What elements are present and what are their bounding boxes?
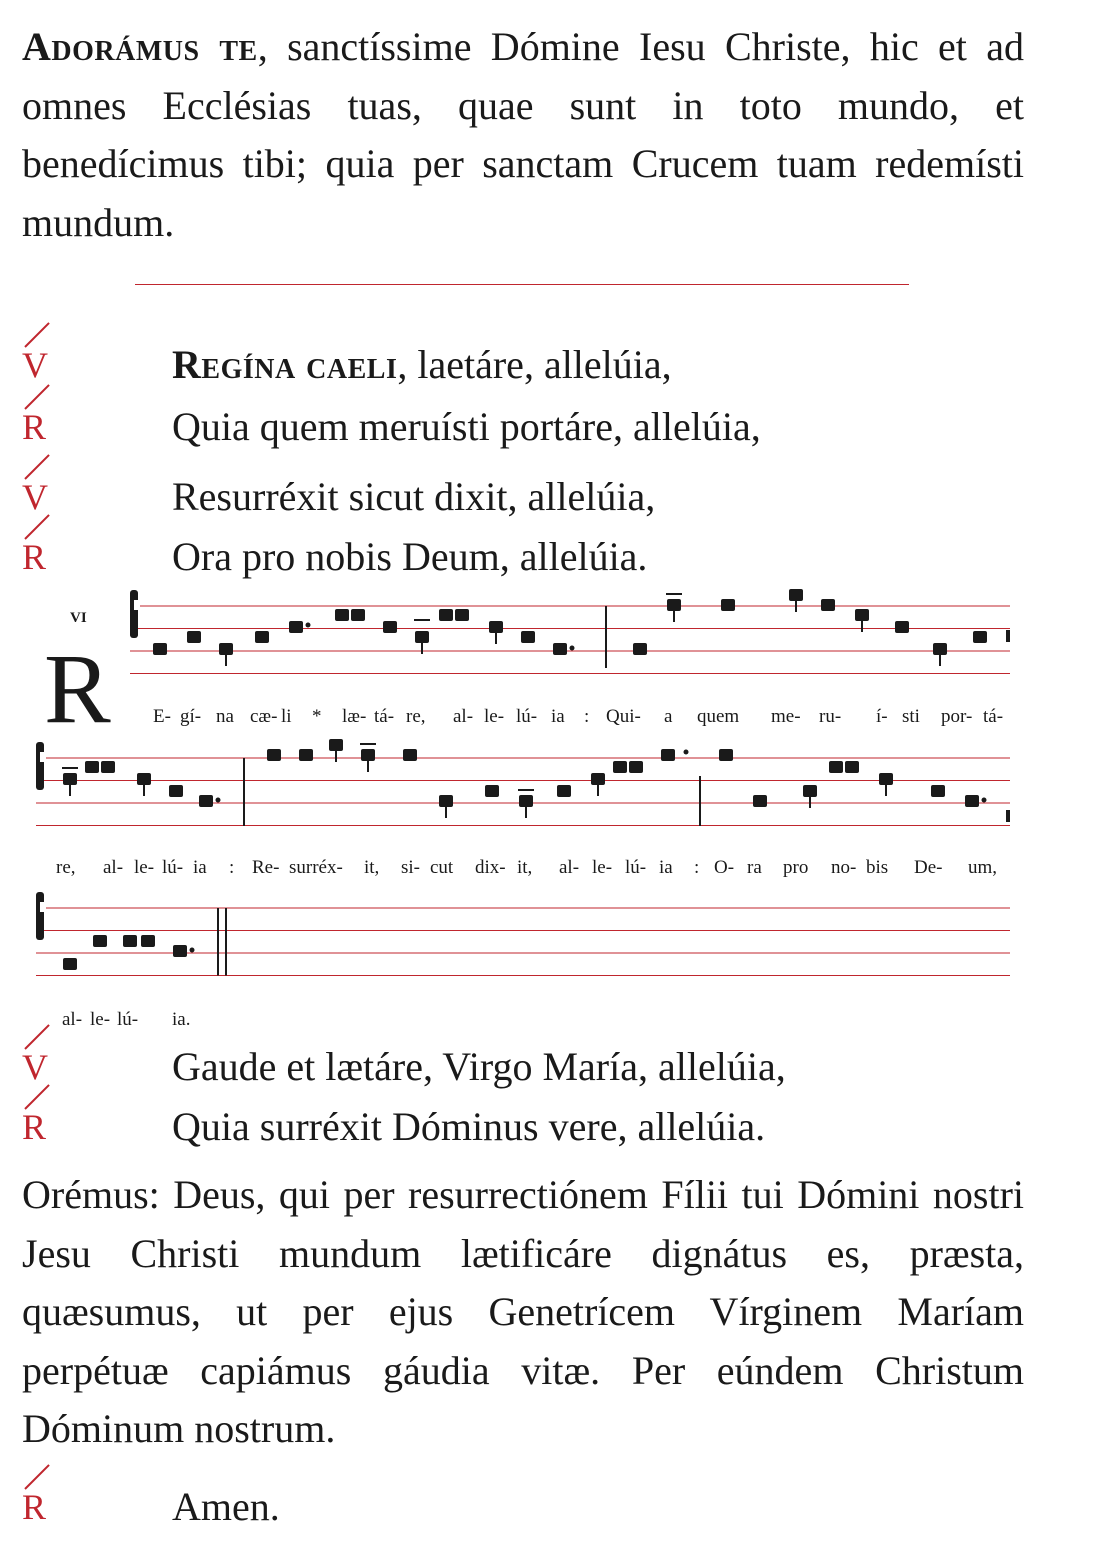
chant-syllable: dix-	[475, 857, 506, 878]
chant-syllable: tá-	[374, 706, 395, 727]
neume-note	[351, 609, 365, 621]
chant-syllable: cæ-	[250, 706, 278, 727]
neume-note	[803, 785, 817, 797]
neume-note	[63, 958, 77, 970]
response-icon: R	[22, 532, 74, 582]
neume-note	[289, 621, 303, 633]
neume-note	[895, 621, 909, 633]
chant-syllable: por-	[941, 706, 973, 727]
neume-note	[63, 773, 77, 785]
chant-syllable: ra	[747, 857, 762, 878]
chant-syllable: al-	[62, 1009, 83, 1030]
neume-note	[753, 795, 767, 807]
neume-note	[403, 749, 417, 761]
regina-lead: Regína caeli	[172, 342, 398, 387]
neume-note	[719, 749, 733, 761]
chant-initial: R	[44, 633, 111, 744]
chant-syllable: :	[584, 706, 590, 727]
neume-note	[153, 643, 167, 655]
versicle-icon: V	[22, 472, 74, 522]
chant-syllable: le-	[90, 1009, 111, 1030]
neume-note	[521, 631, 535, 643]
neume-note	[169, 785, 183, 797]
chant-lyrics	[56, 706, 1003, 1030]
chant-syllable: tá-	[983, 706, 1004, 727]
response-icon: R	[22, 1102, 74, 1152]
response-icon: R	[22, 1482, 74, 1532]
c-clef-gap	[40, 752, 46, 762]
regina-r1-text: Quia quem meruísti portáre, allelúia,	[172, 404, 761, 449]
neume-note	[219, 643, 233, 655]
custos-mark	[1006, 630, 1010, 642]
neume-note	[965, 795, 979, 807]
neume-note	[489, 621, 503, 633]
chant-syllable: læ-	[342, 706, 367, 727]
chant-syllable: ia	[193, 857, 207, 878]
chant-neumes	[36, 589, 1010, 976]
mora-dot	[684, 750, 689, 755]
adoramus-lead: Adorámus te	[22, 24, 258, 69]
neume-note	[821, 599, 835, 611]
chant-syllable: O-	[714, 857, 735, 878]
neume-note	[721, 599, 735, 611]
c-clef-gap	[40, 902, 46, 912]
chant-mode-label: VI	[70, 610, 87, 626]
amen-text: Amen.	[172, 1484, 280, 1529]
neume-note	[123, 935, 137, 947]
chant-syllable: í-	[876, 706, 888, 727]
neume-note	[845, 761, 859, 773]
regina-footer-r: Quia surréxit Dóminus vere, allelúia.	[172, 1104, 766, 1149]
chant-syllable: gí-	[180, 706, 202, 727]
chant-syllable: it,	[364, 857, 380, 878]
neume-note	[613, 761, 627, 773]
mora-dot	[982, 798, 987, 803]
chant-syllable: *	[312, 706, 322, 727]
chant-syllable: sti	[902, 706, 920, 727]
neume-note	[455, 609, 469, 621]
chant-syllable: De-	[914, 857, 943, 878]
chant-syllable: ia.	[172, 1009, 191, 1030]
chant-syllable: it,	[517, 857, 533, 878]
mora-dot	[216, 798, 221, 803]
chant-syllable: surréx-	[289, 857, 343, 878]
neume-note	[439, 609, 453, 621]
regina-r2-text: Ora pro nobis Deum, allelúia.	[172, 534, 648, 579]
mora-dot	[306, 623, 311, 628]
neume-note	[855, 609, 869, 621]
chant-syllable: lú-	[162, 857, 184, 878]
chant-syllable: li	[281, 706, 292, 727]
chant-syllable: le-	[134, 857, 155, 878]
neume-note	[137, 773, 151, 785]
neume-note	[267, 749, 281, 761]
chant-syllable: bis	[866, 857, 889, 878]
neume-note	[633, 643, 647, 655]
neume-note	[557, 785, 571, 797]
neume-note	[519, 795, 533, 807]
neume-note	[553, 643, 567, 655]
chant-syllable: ru-	[819, 706, 842, 727]
adoramus-text: , sanctíssime Dómine Iesu Christe, hic et ad omnes Ecclésias tuas, quae sunt in toto mundo, et benedícimus tibi; quia per sanctam Crucem tuam redemísti mundum.	[22, 24, 1024, 245]
neume-note	[629, 761, 643, 773]
chant-syllable: Qui-	[606, 706, 641, 727]
neume-note	[173, 945, 187, 957]
response-icon: R	[22, 402, 74, 452]
versicle-icon: V	[22, 1042, 74, 1092]
chant-syllable: si-	[401, 857, 420, 878]
mora-dot	[190, 948, 195, 953]
chant-syllable: ia	[659, 857, 673, 878]
chant-syllable: um,	[968, 857, 998, 878]
c-clef-gap	[134, 600, 140, 610]
chant-syllable: re,	[406, 706, 426, 727]
oremus-paragraph: Orémus: Deus, qui per resurrectiónem Fílii tui Dómini nostri Jesu Christi mundum lætificáre dignátus es, præsta, quæsumus, ut per ejus Genetrícem Vírginem Maríam perpétuæ capiámus gáudia vitæ. Per eúndem Christum Dóminum nostrum.	[22, 1172, 1024, 1451]
regina-v2-text: Resurréxit sicut dixit, allelúia,	[172, 474, 656, 519]
custos-mark	[1006, 810, 1010, 822]
chant-syllable: :	[694, 857, 700, 878]
neume-note	[255, 631, 269, 643]
chant-syllable: pro	[783, 857, 809, 878]
chant-syllable: al-	[453, 706, 474, 727]
neume-note	[93, 935, 107, 947]
neume-note	[879, 773, 893, 785]
neume-note	[383, 621, 397, 633]
chant-syllable: al-	[559, 857, 580, 878]
chant-syllable: :	[229, 857, 235, 878]
neume-note	[591, 773, 605, 785]
chant-syllable: quem	[697, 706, 740, 727]
neume-note	[667, 599, 681, 611]
versicle-icon: V	[22, 340, 74, 390]
neume-note	[789, 589, 803, 601]
neume-note	[329, 739, 343, 751]
chant-syllable: ia	[551, 706, 565, 727]
chant-syllable: na	[216, 706, 234, 727]
chant-syllable: Re-	[252, 857, 280, 878]
neume-note	[485, 785, 499, 797]
neume-note	[141, 935, 155, 947]
chant-syllable: a	[664, 706, 673, 727]
chant-syllable: re,	[56, 857, 76, 878]
neume-note	[439, 795, 453, 807]
chant-syllable: me-	[771, 706, 801, 727]
neume-note	[199, 795, 213, 807]
chant-syllable: al-	[103, 857, 124, 878]
chant-syllable: cut	[430, 857, 454, 878]
chant-syllable: lú-	[516, 706, 538, 727]
neume-note	[299, 749, 313, 761]
neume-note	[101, 761, 115, 773]
neume-note	[661, 749, 675, 761]
neume-note	[933, 643, 947, 655]
neume-note	[931, 785, 945, 797]
c-clef-icon	[36, 892, 44, 940]
neume-note	[85, 761, 99, 773]
neume-note	[829, 761, 843, 773]
neume-note	[187, 631, 201, 643]
neume-note	[335, 609, 349, 621]
chant-syllable: lú-	[625, 857, 647, 878]
neume-note	[973, 631, 987, 643]
chant-syllable: lú-	[117, 1009, 139, 1030]
regina-v1-text: , laetáre, allelúia,	[397, 342, 672, 387]
neume-note	[361, 749, 375, 761]
c-clef-icon	[130, 590, 138, 638]
chant-syllable: le-	[484, 706, 505, 727]
c-clef-icon	[36, 742, 44, 790]
mora-dot	[570, 646, 575, 651]
chant-syllable: E-	[153, 706, 171, 727]
neume-note	[415, 631, 429, 643]
chant-syllable: le-	[592, 857, 613, 878]
chant-syllable: no-	[831, 857, 857, 878]
regina-footer-v: Gaude et lætáre, Virgo María, allelúia,	[172, 1044, 786, 1089]
